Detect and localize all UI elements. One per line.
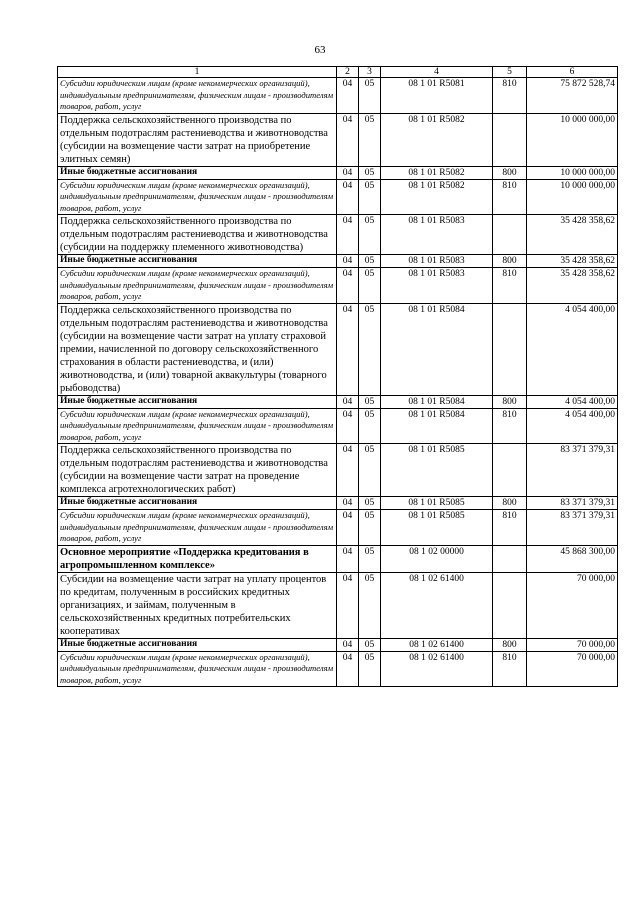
row-name: Основное мероприятие «Поддержка кредитования в агропромышленном комплексе»	[58, 545, 337, 572]
row-expense-type: 810	[493, 510, 527, 546]
row-target-article: 08 1 01 R5085	[381, 444, 493, 497]
row-subsection: 05	[359, 215, 381, 255]
table-row	[58, 638, 618, 651]
row-name: Поддержка сельскохозяйственного производства по отдельным подотраслям растениеводства и животноводства (субсидии на возмещение части затрат на проведение комплекса агротехнологических работ)	[58, 444, 337, 497]
table-row	[58, 78, 618, 114]
row-subsection: 05	[359, 268, 381, 304]
row-section: 04	[337, 572, 359, 638]
header-col-5: 5	[493, 67, 527, 78]
row-name: Субсидии на возмещение части затрат на уплату процентов по кредитам, полученным в российских кредитных организациях, и займам, полученным в сельскохозяйственных кредитных потребительских кооперативах	[58, 572, 337, 638]
row-target-article: 08 1 02 61400	[381, 651, 493, 687]
row-name: Иные бюджетные ассигнования	[58, 255, 337, 268]
row-section: 04	[337, 113, 359, 166]
row-amount: 75 872 528,74	[527, 78, 618, 114]
row-name: Субсидии юридическим лицам (кроме некоммерческих организаций), индивидуальным предпринимателям, физическим лицам - производителям товаров, работ, услуг	[58, 510, 337, 546]
row-amount: 45 868 300,00	[527, 545, 618, 572]
row-amount: 4 054 400,00	[527, 303, 618, 395]
row-expense-type: 800	[493, 255, 527, 268]
row-section: 04	[337, 408, 359, 444]
table-row	[58, 444, 618, 497]
row-expense-type: 800	[493, 166, 527, 179]
row-amount: 10 000 000,00	[527, 179, 618, 215]
table-body	[58, 78, 618, 687]
row-amount: 10 000 000,00	[527, 166, 618, 179]
row-name: Поддержка сельскохозяйственного производства по отдельным подотраслям растениеводства и животноводства (субсидии на возмещение части затрат на приобретение элитных семян)	[58, 113, 337, 166]
row-expense-type	[493, 215, 527, 255]
table-row	[58, 545, 618, 572]
row-expense-type: 810	[493, 78, 527, 114]
row-amount: 4 054 400,00	[527, 395, 618, 408]
header-col-4: 4	[381, 67, 493, 78]
row-section: 04	[337, 638, 359, 651]
row-name: Иные бюджетные ассигнования	[58, 638, 337, 651]
row-expense-type	[493, 545, 527, 572]
table-row	[58, 497, 618, 510]
row-expense-type	[493, 572, 527, 638]
row-target-article: 08 1 01 R5083	[381, 255, 493, 268]
row-amount: 70 000,00	[527, 638, 618, 651]
row-subsection: 05	[359, 78, 381, 114]
row-section: 04	[337, 545, 359, 572]
row-target-article: 08 1 02 61400	[381, 638, 493, 651]
table-row	[58, 255, 618, 268]
row-section: 04	[337, 303, 359, 395]
row-expense-type	[493, 303, 527, 395]
row-expense-type: 800	[493, 395, 527, 408]
header-col-6: 6	[527, 67, 618, 78]
row-subsection: 05	[359, 166, 381, 179]
row-name: Иные бюджетные ассигнования	[58, 497, 337, 510]
header-col-2: 2	[337, 67, 359, 78]
header-col-3: 3	[359, 67, 381, 78]
row-expense-type	[493, 444, 527, 497]
row-section: 04	[337, 268, 359, 304]
row-amount: 4 054 400,00	[527, 408, 618, 444]
row-section: 04	[337, 215, 359, 255]
row-section: 04	[337, 255, 359, 268]
row-name: Субсидии юридическим лицам (кроме некоммерческих организаций), индивидуальным предпринимателям, физическим лицам - производителям товаров, работ, услуг	[58, 179, 337, 215]
row-name: Поддержка сельскохозяйственного производства по отдельным подотраслям растениеводства и животноводства (субсидии на возмещение части затрат на уплату страховой премии, начисленной по договору сельскохозяйственного страхования в области растениеводства, и (или) животноводства, и (или) товарной аквакультуры (товарного рыбоводства)	[58, 303, 337, 395]
row-section: 04	[337, 179, 359, 215]
table-row	[58, 510, 618, 546]
row-target-article: 08 1 02 61400	[381, 572, 493, 638]
row-subsection: 05	[359, 510, 381, 546]
row-expense-type: 810	[493, 408, 527, 444]
row-expense-type	[493, 113, 527, 166]
budget-table	[57, 66, 618, 687]
row-section: 04	[337, 651, 359, 687]
row-target-article: 08 1 01 R5082	[381, 179, 493, 215]
table-row	[58, 651, 618, 687]
row-section: 04	[337, 395, 359, 408]
row-subsection: 05	[359, 395, 381, 408]
table-row	[58, 268, 618, 304]
table-row	[58, 408, 618, 444]
row-subsection: 05	[359, 255, 381, 268]
row-expense-type: 800	[493, 638, 527, 651]
row-section: 04	[337, 78, 359, 114]
header-col-1: 1	[58, 67, 337, 78]
row-expense-type: 810	[493, 268, 527, 304]
row-target-article: 08 1 01 R5082	[381, 166, 493, 179]
row-target-article: 08 1 01 R5084	[381, 408, 493, 444]
table-row	[58, 572, 618, 638]
table-row	[58, 215, 618, 255]
row-name: Субсидии юридическим лицам (кроме некоммерческих организаций), индивидуальным предпринимателям, физическим лицам - производителям товаров, работ, услуг	[58, 651, 337, 687]
row-expense-type: 810	[493, 651, 527, 687]
row-section: 04	[337, 444, 359, 497]
row-amount: 83 371 379,31	[527, 497, 618, 510]
table-header-row	[58, 67, 618, 78]
row-amount: 35 428 358,62	[527, 255, 618, 268]
row-subsection: 05	[359, 179, 381, 215]
table-row	[58, 303, 618, 395]
row-name: Поддержка сельскохозяйственного производства по отдельным подотраслям растениеводства и животноводства (субсидии на поддержку племенного животноводства)	[58, 215, 337, 255]
row-section: 04	[337, 166, 359, 179]
row-target-article: 08 1 01 R5085	[381, 497, 493, 510]
page-number: 63	[314, 44, 326, 56]
row-target-article: 08 1 01 R5084	[381, 303, 493, 395]
row-amount: 83 371 379,31	[527, 510, 618, 546]
row-subsection: 05	[359, 303, 381, 395]
row-target-article: 08 1 01 R5082	[381, 113, 493, 166]
row-target-article: 08 1 01 R5085	[381, 510, 493, 546]
row-expense-type: 800	[493, 497, 527, 510]
row-name: Субсидии юридическим лицам (кроме некоммерческих организаций), индивидуальным предпринимателям, физическим лицам - производителям товаров, работ, услуг	[58, 268, 337, 304]
table-row	[58, 395, 618, 408]
row-name: Субсидии юридическим лицам (кроме некоммерческих организаций), индивидуальным предпринимателям, физическим лицам - производителям товаров, работ, услуг	[58, 408, 337, 444]
row-amount: 35 428 358,62	[527, 215, 618, 255]
row-target-article: 08 1 01 R5083	[381, 215, 493, 255]
row-subsection: 05	[359, 638, 381, 651]
table-row	[58, 166, 618, 179]
row-subsection: 05	[359, 545, 381, 572]
row-amount: 70 000,00	[527, 651, 618, 687]
row-target-article: 08 1 01 R5083	[381, 268, 493, 304]
row-expense-type: 810	[493, 179, 527, 215]
row-amount: 83 371 379,31	[527, 444, 618, 497]
row-target-article: 08 1 02 00000	[381, 545, 493, 572]
row-subsection: 05	[359, 572, 381, 638]
table-row	[58, 179, 618, 215]
row-subsection: 05	[359, 444, 381, 497]
row-name: Иные бюджетные ассигнования	[58, 166, 337, 179]
row-target-article: 08 1 01 R5081	[381, 78, 493, 114]
row-name: Иные бюджетные ассигнования	[58, 395, 337, 408]
row-name: Субсидии юридическим лицам (кроме некоммерческих организаций), индивидуальным предпринимателям, физическим лицам - производителям товаров, работ, услуг	[58, 78, 337, 114]
row-subsection: 05	[359, 408, 381, 444]
row-subsection: 05	[359, 651, 381, 687]
row-section: 04	[337, 510, 359, 546]
row-target-article: 08 1 01 R5084	[381, 395, 493, 408]
row-amount: 10 000 000,00	[527, 113, 618, 166]
row-subsection: 05	[359, 113, 381, 166]
table-row	[58, 113, 618, 166]
row-section: 04	[337, 497, 359, 510]
row-subsection: 05	[359, 497, 381, 510]
row-amount: 35 428 358,62	[527, 268, 618, 304]
row-amount: 70 000,00	[527, 572, 618, 638]
